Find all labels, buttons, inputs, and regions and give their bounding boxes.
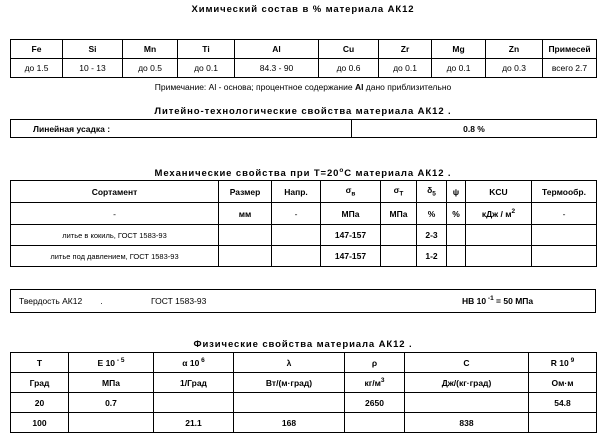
chem-value-fe: до 1.5 bbox=[11, 59, 63, 78]
chem-title: Химический состав в % материала АК12 bbox=[191, 4, 415, 15]
phys-title: Физические свойства материала АК12 . bbox=[193, 339, 413, 350]
mech-row-1-sigma-t bbox=[381, 225, 417, 246]
mech-header-delta: $\delta_5$ bbox=[417, 181, 447, 203]
chem-value-ti: до 0.1 bbox=[178, 59, 235, 78]
phys-row-1-r: 54.8 bbox=[529, 393, 597, 413]
mech-row-1-assortment: литье в кокиль, ГОСТ 1583-93 bbox=[11, 225, 219, 246]
chem-value-al: 84.3 - 90 bbox=[235, 59, 319, 78]
phys-row-2-lambda: 168 bbox=[234, 413, 345, 433]
mech-row-2-assortment: литье под давлением, ГОСТ 1583-93 bbox=[11, 246, 219, 267]
phys-row-2-c: 838 bbox=[405, 413, 529, 433]
chem-header-fe: Fe bbox=[11, 40, 63, 59]
phys-row-2-rho bbox=[345, 413, 405, 433]
mech-unit-size: мм bbox=[219, 203, 272, 225]
chem-header-mg: Mg bbox=[432, 40, 486, 59]
mech-row-2-sigma-t bbox=[381, 246, 417, 267]
mech-unit-psi: % bbox=[447, 203, 466, 225]
mech-header-sigma-b: $\sigma_в$ bbox=[321, 181, 381, 203]
mech-row-1-psi bbox=[447, 225, 466, 246]
phys-row-1-t: 20 bbox=[11, 393, 69, 413]
mech-unit-delta: % bbox=[417, 203, 447, 225]
mech-unit-sigma-t: МПа bbox=[381, 203, 417, 225]
mech-row-2-sigma-b: 147-157 bbox=[321, 246, 381, 267]
mech-row-1-direction bbox=[272, 225, 321, 246]
phys-header-t: T bbox=[11, 353, 69, 373]
phys-row-1-e: 0.7 bbox=[69, 393, 154, 413]
chem-value-cu: до 0.6 bbox=[319, 59, 379, 78]
chem-header-cu: Cu bbox=[319, 40, 379, 59]
phys-header-rho: ρ bbox=[345, 353, 405, 373]
mech-header-psi: ψ bbox=[447, 181, 466, 203]
phys-header-lambda: λ bbox=[234, 353, 345, 373]
table-row bbox=[11, 413, 597, 433]
mech-row-1-heat-treatment bbox=[532, 225, 597, 246]
mech-row-1-delta: 2-3 bbox=[417, 225, 447, 246]
phys-row-1-c bbox=[405, 393, 529, 413]
mech-header-kcu: KCU bbox=[466, 181, 532, 203]
phys-row-2-r bbox=[529, 413, 597, 433]
phys-unit-alpha: 1/Град bbox=[154, 373, 234, 393]
chem-value-mn: до 0.5 bbox=[123, 59, 178, 78]
hardness-value: HB 10 $^{-1}$ = 50 МПа bbox=[462, 295, 534, 306]
mech-unit-kcu: кДж / $м^2$ bbox=[466, 203, 532, 225]
table-row bbox=[11, 246, 597, 267]
shrinkage-value: 0.8 % bbox=[352, 120, 597, 138]
phys-unit-rho: $кг/м^3$ bbox=[345, 373, 405, 393]
phys-row-2-t: 100 bbox=[11, 413, 69, 433]
phys-header-c: C bbox=[405, 353, 529, 373]
hardness-label: Твердость АК12 . bbox=[19, 296, 103, 306]
chem-table bbox=[10, 39, 597, 78]
mech-row-1-kcu bbox=[466, 225, 532, 246]
chem-value-mg: до 0.1 bbox=[432, 59, 486, 78]
phys-row-2-e bbox=[69, 413, 154, 433]
mech-row-2-heat-treatment bbox=[532, 246, 597, 267]
hardness-standard: ГОСТ 1583-93 bbox=[151, 296, 207, 306]
mech-unit-assortment: - bbox=[11, 203, 219, 225]
chem-value-si: 10 - 13 bbox=[63, 59, 123, 78]
phys-row-1-lambda bbox=[234, 393, 345, 413]
chem-value-impurities: всего 2.7 bbox=[543, 59, 597, 78]
mech-header-size: Размер bbox=[219, 181, 272, 203]
chem-header-ti: Ti bbox=[178, 40, 235, 59]
mech-title: Механические свойства при $Т=20^oС$ материала АК12 . bbox=[154, 167, 452, 180]
phys-unit-t: Град bbox=[11, 373, 69, 393]
table-row bbox=[11, 225, 597, 246]
mech-row-2-psi bbox=[447, 246, 466, 267]
chem-header-impurities: Примесей bbox=[543, 40, 597, 59]
mech-unit-direction: - bbox=[272, 203, 321, 225]
phys-header-r: R 10 $^9$ bbox=[529, 353, 597, 373]
phys-row-1-rho: 2650 bbox=[345, 393, 405, 413]
mech-row-2-size bbox=[219, 246, 272, 267]
mech-row-2-delta: 1-2 bbox=[417, 246, 447, 267]
mech-header-direction: Напр. bbox=[272, 181, 321, 203]
hardness-box bbox=[10, 289, 596, 313]
mech-unit-sigma-b: МПа bbox=[321, 203, 381, 225]
mech-table bbox=[10, 180, 597, 267]
phys-table bbox=[10, 352, 597, 433]
foundry-title: Литейно-технологические свойства материала АК12 . bbox=[154, 106, 452, 117]
chem-header-zr: Zr bbox=[379, 40, 432, 59]
phys-header-e: E 10 $^{- 5}$ bbox=[69, 353, 154, 373]
chem-header-mn: Mn bbox=[123, 40, 178, 59]
shrinkage-label: Линейная усадка : bbox=[11, 120, 352, 138]
mech-unit-heat-treatment: - bbox=[532, 203, 597, 225]
mech-row-1-sigma-b: 147-157 bbox=[321, 225, 381, 246]
chem-value-zr: до 0.1 bbox=[379, 59, 432, 78]
chem-header-zn: Zn bbox=[486, 40, 543, 59]
table-row bbox=[11, 393, 597, 413]
phys-unit-e: МПа bbox=[69, 373, 154, 393]
chem-note: Примечание: Al - основа; процентное содержание Al дано приблизительно bbox=[154, 82, 452, 92]
mech-header-sigma-t: $\sigma_T$ bbox=[381, 181, 417, 203]
mech-header-heat-treatment: Термообр. bbox=[532, 181, 597, 203]
phys-header-alpha: α 10 $^6$ bbox=[154, 353, 234, 373]
mech-header-assortment: Сортамент bbox=[11, 181, 219, 203]
phys-row-1-alpha bbox=[154, 393, 234, 413]
chem-header-al: Al bbox=[235, 40, 319, 59]
chem-value-zn: до 0.3 bbox=[486, 59, 543, 78]
mech-row-2-kcu bbox=[466, 246, 532, 267]
phys-unit-r: Ом·м bbox=[529, 373, 597, 393]
mech-row-1-size bbox=[219, 225, 272, 246]
foundry-table bbox=[10, 119, 597, 138]
chem-header-si: Si bbox=[63, 40, 123, 59]
phys-unit-c: Дж/(кг·град) bbox=[405, 373, 529, 393]
mech-row-2-direction bbox=[272, 246, 321, 267]
phys-row-2-alpha: 21.1 bbox=[154, 413, 234, 433]
phys-unit-lambda: Вт/(м·град) bbox=[234, 373, 345, 393]
